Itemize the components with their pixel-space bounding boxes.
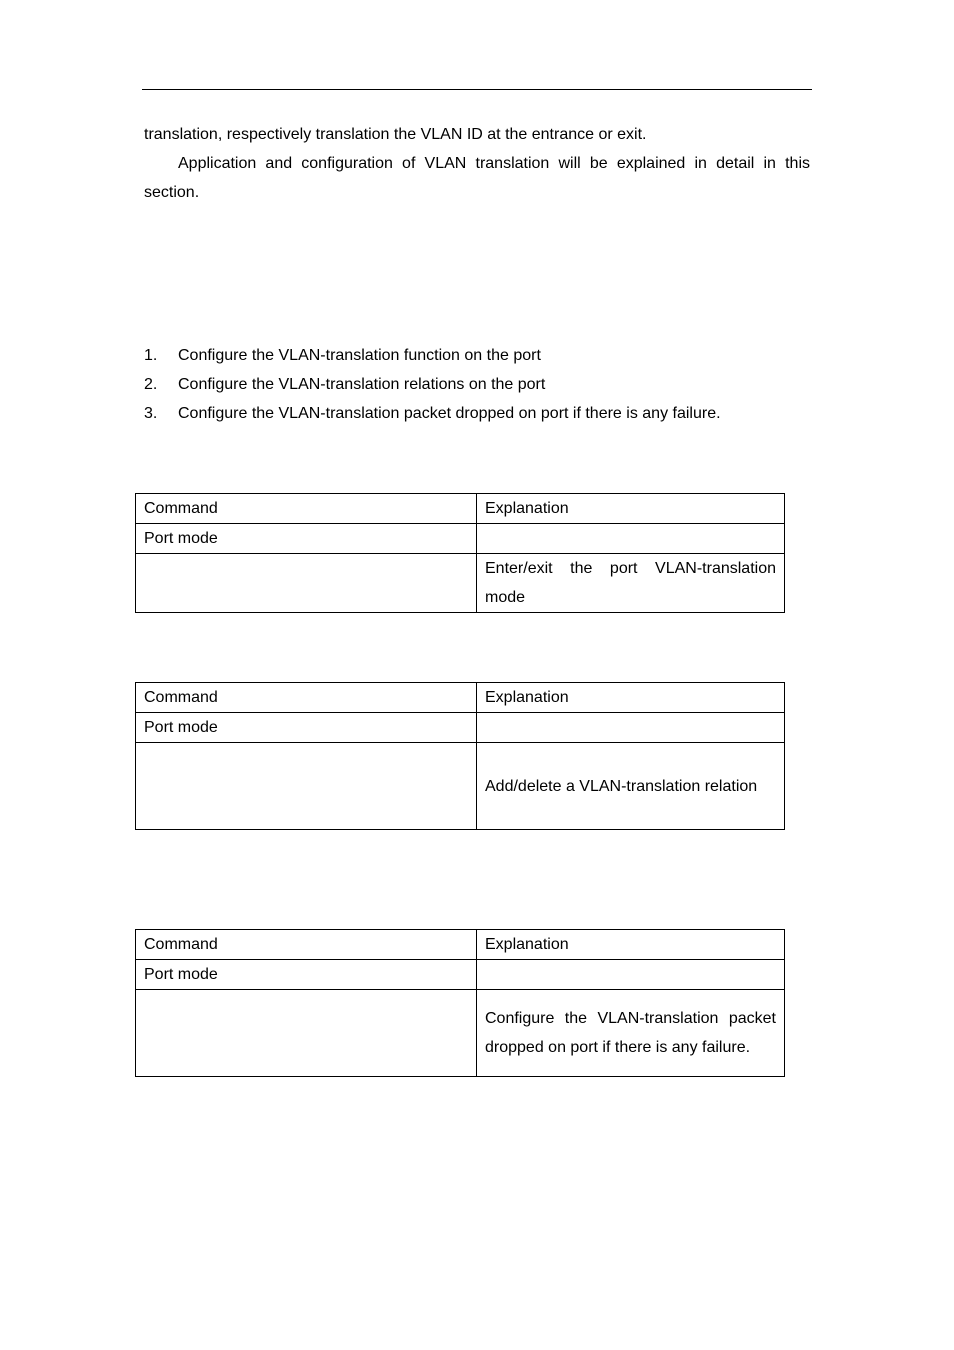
table-mode-row: [136, 960, 785, 990]
mode-cell: Port mode: [136, 960, 477, 990]
command-header: Command: [136, 930, 477, 960]
explanation-header: Explanation: [477, 494, 785, 524]
explanation-cell: Add/delete a VLAN-translation relation: [477, 743, 785, 830]
command-table-translation-drop: [135, 929, 785, 1077]
intro-paragraph: Application and configuration of VLAN translation will be explained in detail in this section.: [144, 155, 810, 201]
table-header-row: [136, 494, 785, 524]
step-text: Configure the VLAN-translation packet dropped on port if there is any failure.: [178, 405, 721, 422]
command-cell: [136, 990, 477, 1077]
table-header-row: [136, 930, 785, 960]
command-header: Command: [136, 494, 477, 524]
explanation-header: Explanation: [477, 683, 785, 713]
table-row: [136, 990, 785, 1077]
header-rule: [142, 89, 812, 90]
command-cell: [136, 743, 477, 830]
list-item: [144, 399, 721, 428]
list-item: [144, 370, 721, 399]
command-table-translation-relation: [135, 682, 785, 830]
explanation-cell: Configure the VLAN-translation packet dropped on port if there is any failure.: [477, 990, 785, 1077]
intro-paragraph-continuation: translation, respectively translation the VLAN ID at the entrance or exit.: [144, 126, 647, 143]
explanation-cell: Enter/exit the port VLAN-translation mode: [477, 554, 785, 613]
table-mode-row: [136, 713, 785, 743]
table-row: [136, 743, 785, 830]
explanation-header: Explanation: [477, 930, 785, 960]
list-item: [144, 341, 721, 370]
command-table-port-translation-mode: [135, 493, 785, 613]
table-header-row: [136, 683, 785, 713]
mode-explanation-cell: [477, 713, 785, 743]
table-row: [136, 554, 785, 613]
mode-cell: Port mode: [136, 524, 477, 554]
command-cell: [136, 554, 477, 613]
step-text: Configure the VLAN-translation relations on the port: [178, 376, 546, 393]
step-number: 1.: [144, 347, 158, 364]
command-header: Command: [136, 683, 477, 713]
step-number: 2.: [144, 376, 158, 393]
mode-explanation-cell: [477, 960, 785, 990]
step-number: 3.: [144, 405, 158, 422]
mode-explanation-cell: [477, 524, 785, 554]
mode-cell: Port mode: [136, 713, 477, 743]
table-mode-row: [136, 524, 785, 554]
configuration-steps-list: [144, 341, 721, 428]
step-text: Configure the VLAN-translation function on the port: [178, 347, 541, 364]
